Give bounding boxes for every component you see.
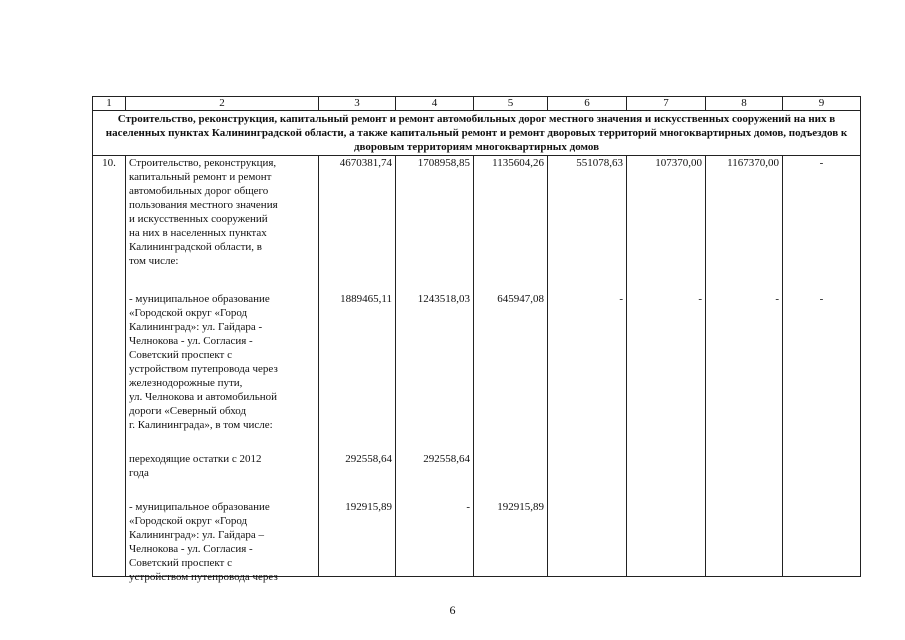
col4-value: 1243518,03 (417, 293, 470, 305)
row-number: 10. (93, 156, 126, 577)
col5-value: 1135604,26 (492, 157, 544, 169)
col3-value: 292558,64 (345, 453, 392, 465)
col6-value: - (619, 293, 623, 305)
entry-description: - муниципальное образование «Городской округ «Город Калининград»: ул. Гайдара – Челнокова - ул. Согласия - Советский проспект с устройством путепровода через (129, 501, 278, 583)
col4-value: 292558,64 (423, 453, 470, 465)
col3-value: 1889465,11 (340, 293, 392, 305)
col5-value: 645947,08 (497, 293, 544, 305)
description-cell (126, 156, 319, 583)
col7-value: 107370,00 (655, 157, 702, 169)
column-number-1: 1 (93, 97, 126, 111)
column-number-8: 8 (706, 97, 783, 111)
column-number-row (93, 97, 861, 111)
col9-value: - (819, 157, 824, 169)
col9-value: - (819, 293, 824, 305)
col6-value: 551078,63 (576, 157, 623, 169)
column-number-9: 9 (783, 97, 861, 111)
entry-description: - муниципальное образование «Городской округ «Город Калининград»: ул. Гайдара - Челнокова - ул. Согласия - Советский проспект с устройством путепровода через железнодорожные пути, ул. Челнокова и автомобильной дороги «Северный обход г. Калининграда», в том числе: (129, 293, 278, 431)
col7-cell (627, 156, 706, 577)
column-number-6: 6 (548, 97, 627, 111)
col7-value: - (698, 293, 702, 305)
col8-cell (706, 156, 783, 577)
column-number-2: 2 (126, 97, 319, 111)
column-number-5: 5 (474, 97, 548, 111)
column-number-3: 3 (319, 97, 396, 111)
page-number: 6 (449, 603, 456, 617)
section-heading-row (93, 111, 861, 156)
col5-value: 192915,89 (497, 501, 544, 513)
col4-value: 1708958,85 (417, 157, 470, 169)
column-number-4: 4 (396, 97, 474, 111)
column-number-7: 7 (627, 97, 706, 111)
section-title: Строительство, реконструкция, капитальный ремонт и ремонт автомобильных дорог местного значения и искусственных сооружений на них в населенных пунктах Калининградской области, а также капитальный ремонт и ремонт дворовых территорий многоквартирных домов, подъездов к дворовым территориям многоквартирных домов (93, 111, 861, 156)
col3-cell (319, 156, 396, 577)
col5-cell (474, 156, 548, 577)
entry-description: переходящие остатки с 2012 года (129, 453, 262, 479)
col9-cell (783, 156, 861, 577)
budget-table (92, 96, 861, 583)
col6-cell (548, 156, 627, 577)
col3-value: 192915,89 (345, 501, 392, 513)
col4-value: - (466, 501, 470, 513)
col8-value: 1167370,00 (727, 157, 779, 169)
col5-value (477, 452, 544, 500)
table-row (93, 156, 861, 577)
col3-value: 4670381,74 (339, 157, 392, 169)
entry-description: Строительство, реконструкция, капитальный ремонт и ремонт автомобильных дорог общего пользования местного значения и искусственных сооружений на них в населенных пунктах Калининградской области, в том числе: (129, 157, 278, 267)
col4-cell (396, 156, 474, 577)
col8-value: - (775, 293, 779, 305)
